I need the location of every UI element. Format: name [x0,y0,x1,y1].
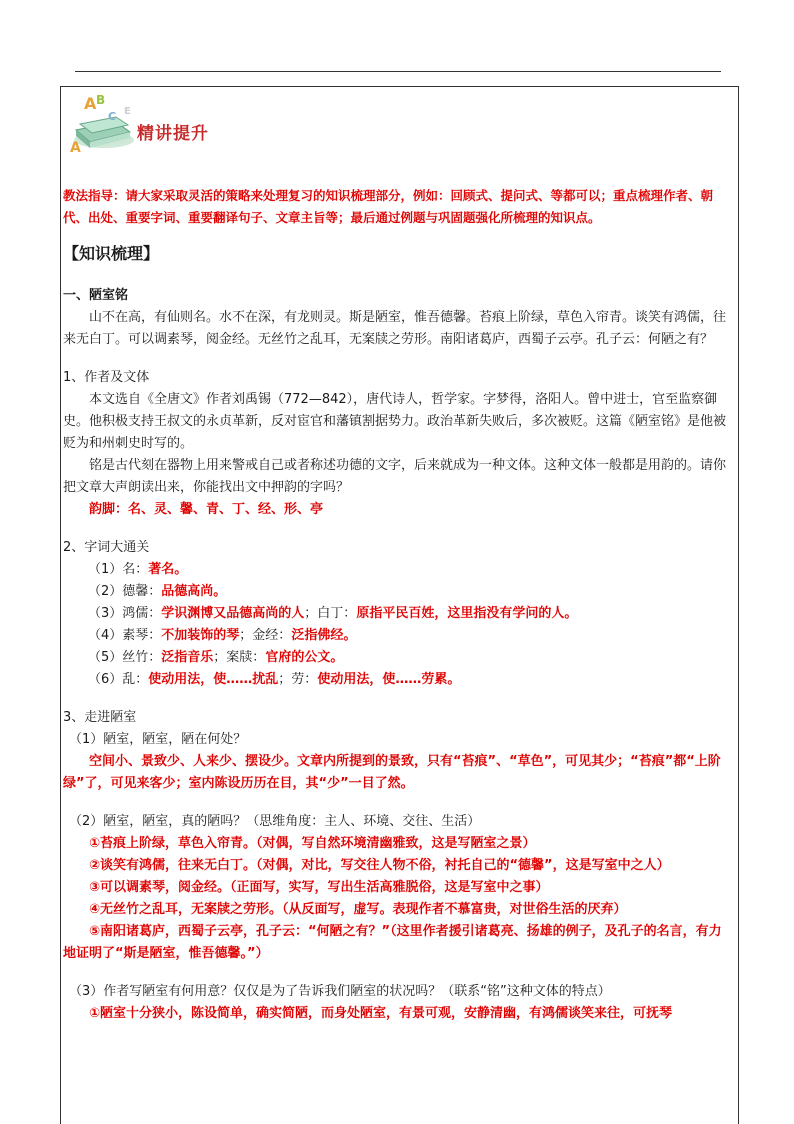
vocab-label: ；劳： [278,672,318,687]
vocab-label: （4）素琴： [88,628,162,643]
vocab-answer: 泛指音乐 [161,650,214,665]
vocab-item [63,581,733,603]
header-rule [75,71,721,72]
answer-2-item: ⑤南阳诸葛庐，西蜀子云亭，孔子云：“何陋之有？”（这里作者援引诸葛亮、扬雄的例子，及孔子的名言，有力地证明了“斯是陋室，惟吾德馨。”） [63,924,722,961]
svg-text:C: C [108,110,117,123]
answer-2-item: ①苔痕上阶绿，草色入帘青。（对偶，写自然环境清幽雅致，这是写陋室之景） [89,836,536,851]
vocab-answer: 不加装饰的琴 [161,628,240,643]
vocab-label: （3）鸿儒： [88,606,162,621]
answer-2-item: ④无丝竹之乱耳，无案牍之劳形。（从反面写，虚写。表现作者不慕富贵，对世俗生活的厌弃） [89,902,627,917]
vocab-answer: 原指平民百姓，这里指没有学问的人。 [356,606,578,621]
vocab-item [63,647,733,669]
vocab-heading: 2、字词大通关 [63,540,150,555]
teaching-guide: 教法指导：请大家采取灵活的策略来处理复习的知识梳理部分，例如：回顾式、提问式、等都可以；重点梳理作者、朝代、出处、重要字词、重要翻译句子、文章主旨等；最后通过例题与巩固题强化所梳理的知识点。 [63,188,714,225]
vocab-label: ；案牍： [213,650,266,665]
genre-paragraph: 铭是古代刻在器物上用来警戒自己或者称述功德的文字，后来就成为一种文体。这种文体一般都是用韵的。请你把文章大声朗读出来，你能找出文中押韵的字吗？ [63,458,727,495]
svg-text:A: A [84,94,97,113]
vocab-item [63,669,733,691]
vocab-answer: 使动用法，使……劳累。 [317,672,461,687]
vocab-answer: 官府的公文。 [265,650,344,665]
rhyme-answer: 韵脚：名、灵、馨、青、丁、经、形、亭 [89,502,324,517]
abc-books-logo [66,92,136,154]
part1-title: 一、陋室铭 [63,288,129,303]
vocab-answer: 学识渊博又品德高尚的人 [161,606,305,621]
section-banner-title: 精讲提升 [137,124,209,144]
explore-heading: 3、走进陋室 [63,710,137,725]
vocab-label: （1）名： [88,562,149,577]
vocab-label: （5）丝竹： [88,650,162,665]
answer-3: ①陋室十分狭小，陈设简单，确实简陋，而身处陋室，有景可观，安静清幽，有鸿儒谈笑来往，可抚琴 [89,1006,673,1021]
author-style-heading: 1、作者及文体 [63,370,150,385]
svg-text:B: B [96,93,106,107]
vocab-item [63,603,733,625]
answer-2-item: ③可以调素琴，阅金经。（正面写，实写，写出生活高雅脱俗，这是写室中之事） [89,880,549,895]
vocab-label: ；金经： [239,628,292,643]
svg-text:A: A [70,140,81,154]
vocab-answer: 品德高尚。 [161,584,227,599]
vocab-item [63,559,733,581]
vocab-item [63,625,733,647]
question-2: （2）陋室，陋室，真的陋吗？（思维角度：主人、环境、交往、生活） [69,814,481,829]
vocab-label: ；白丁： [304,606,357,621]
question-3: （3）作者写陋室有何用意？仅仅是为了告诉我们陋室的状况吗？（联系“铭”这种文体的特点） [69,984,611,999]
vocab-answer: 泛指佛经。 [291,628,357,643]
vocab-label: （2）德馨： [88,584,162,599]
vocab-answer: 著名。 [148,562,188,577]
answer-2-item: ②谈笑有鸿儒，往来无白丁。（对偶，对比，写交往人物不俗，衬托自己的“德馨”，这是写室中之人） [89,858,670,873]
vocab-answer: 使动用法，使……扰乱 [148,672,279,687]
document-body [63,185,733,1025]
author-paragraph: 本文选自《全唐文》作者刘禹锡（772—842），唐代诗人，哲学家。字梦得，洛阳人。曾中进士，官至监察御史。他积极支持王叔文的永贞革新，反对宦官和藩镇割据势力。政治革新失败后，多次被贬。这篇《陋室铭》是他被贬为和州刺史时写的。 [63,392,727,451]
poem-text: 山不在高，有仙则名。水不在深，有龙则灵。斯是陋室，惟吾德馨。苔痕上阶绿，草色入帘青。谈笑有鸿儒，往来无白丁。可以调素琴，阅金经。无丝竹之乱耳，无案牍之劳形。南阳诸葛庐，西蜀子云亭。孔子云：何陋之有？ [63,310,727,347]
answer-1: 空间小、景致少、人来少、摆设少。文章内所提到的景致，只有“苔痕”、“草色”，可见其少；“苔痕”都“上阶绿”了，可见来客少；室内陈设历历在目，其“少”一目了然。 [63,754,721,791]
vocab-label: （6）乱： [88,672,149,687]
question-1: （1）陋室，陋室，陋在何处？ [69,732,247,747]
knowledge-section-title: 【知识梳理】 [63,244,160,263]
svg-text:E: E [124,106,131,117]
